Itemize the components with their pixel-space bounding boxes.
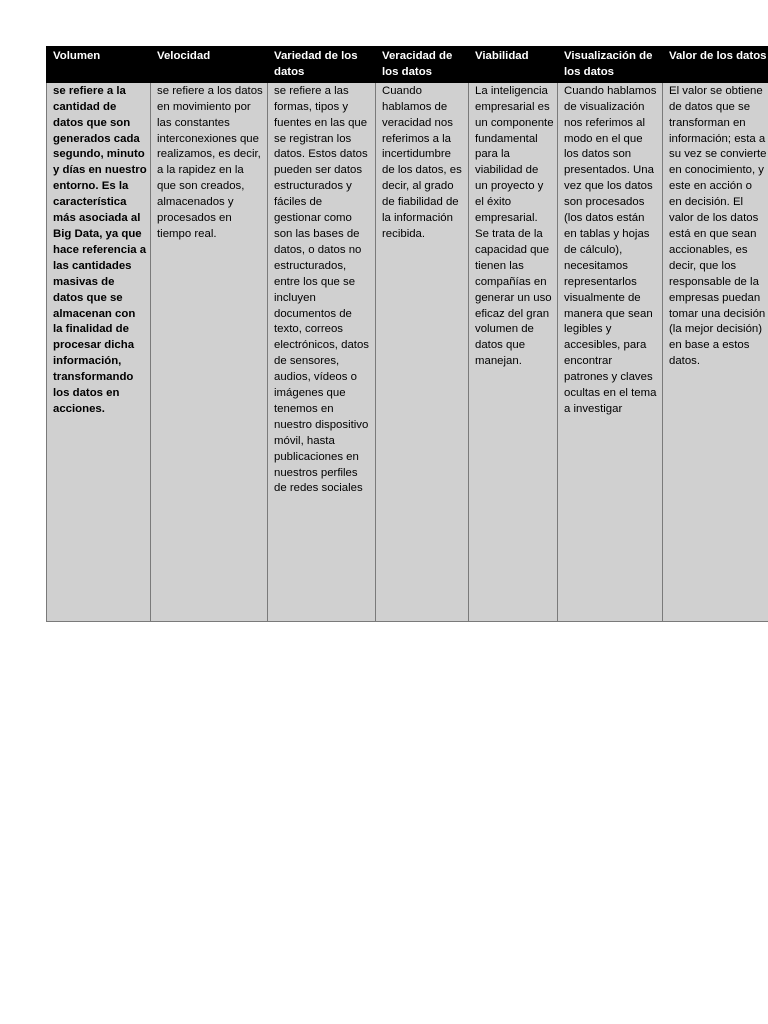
cell-variedad: se refiere a las formas, tipos y fuentes en las que se registran los datos. Estos datos pueden ser datos estructurados y fáciles de gestionar como son las bases de datos, o datos no estructurados, entre los que se incluyen documentos de texto, correos electrónicos, datos de sensores, audios, vídeos o imágenes que tenemos en nuestro dispositivo móvil, hasta publicaciones en nuestros perfiles de redes sociales	[268, 82, 376, 621]
header-variedad: Variedad de los datos	[268, 47, 376, 83]
table-header-row	[47, 47, 768, 83]
cell-valor: El valor se obtiene de datos que se transforman en información; esta a su vez se convierte en conocimiento, y este en acción o en decisión. El valor de los datos está en que sean accionables, es decir, que los responsable de la empresas puedan tomar una decisión (la mejor decisión) en base a estos datos.	[663, 82, 768, 621]
table-row	[47, 82, 768, 621]
cell-viabilidad: La inteligencia empresarial es un componente fundamental para la viabilidad de un proyecto y el éxito empresarial. Se trata de la capacidad que tienen las compañías en generar un uso eficaz del gran volumen de datos que manejan.	[469, 82, 558, 621]
big-data-characteristics-table	[46, 46, 768, 622]
cell-veracidad: Cuando hablamos de veracidad nos referimos a la incertidumbre de los datos, es decir, al grado de fiabilidad de la información recibida.	[376, 82, 469, 621]
header-velocidad: Velocidad	[151, 47, 268, 83]
cell-velocidad: se refiere a los datos en movimiento por las constantes interconexiones que realizamos, es decir, a la rapidez en la que son creados, almacenados y procesados en tiempo real.	[151, 82, 268, 621]
header-visualizacion: Visualización de los datos	[558, 47, 663, 83]
header-volumen: Volumen	[47, 47, 151, 83]
header-valor: Valor de los datos	[663, 47, 768, 83]
cell-volumen: se refiere a la cantidad de datos que son generados cada segundo, minuto y días en nuestro entorno. Es la característica más asociada al Big Data, ya que hace referencia a las cantidades masivas de datos que se almacenan con la finalidad de procesar dicha información, transformando los datos en acciones.	[47, 82, 151, 621]
cell-visualizacion: Cuando hablamos de visualización nos referimos al modo en el que los datos son presentados. Una vez que los datos son procesados (los datos están en tablas y hojas de cálculo), necesitamos representarlos visualmente de manera que sean legibles y accesibles, para encontrar patrones y claves ocultas en el tema a investigar	[558, 82, 663, 621]
header-viabilidad: Viabilidad	[469, 47, 558, 83]
header-veracidad: Veracidad de los datos	[376, 47, 469, 83]
